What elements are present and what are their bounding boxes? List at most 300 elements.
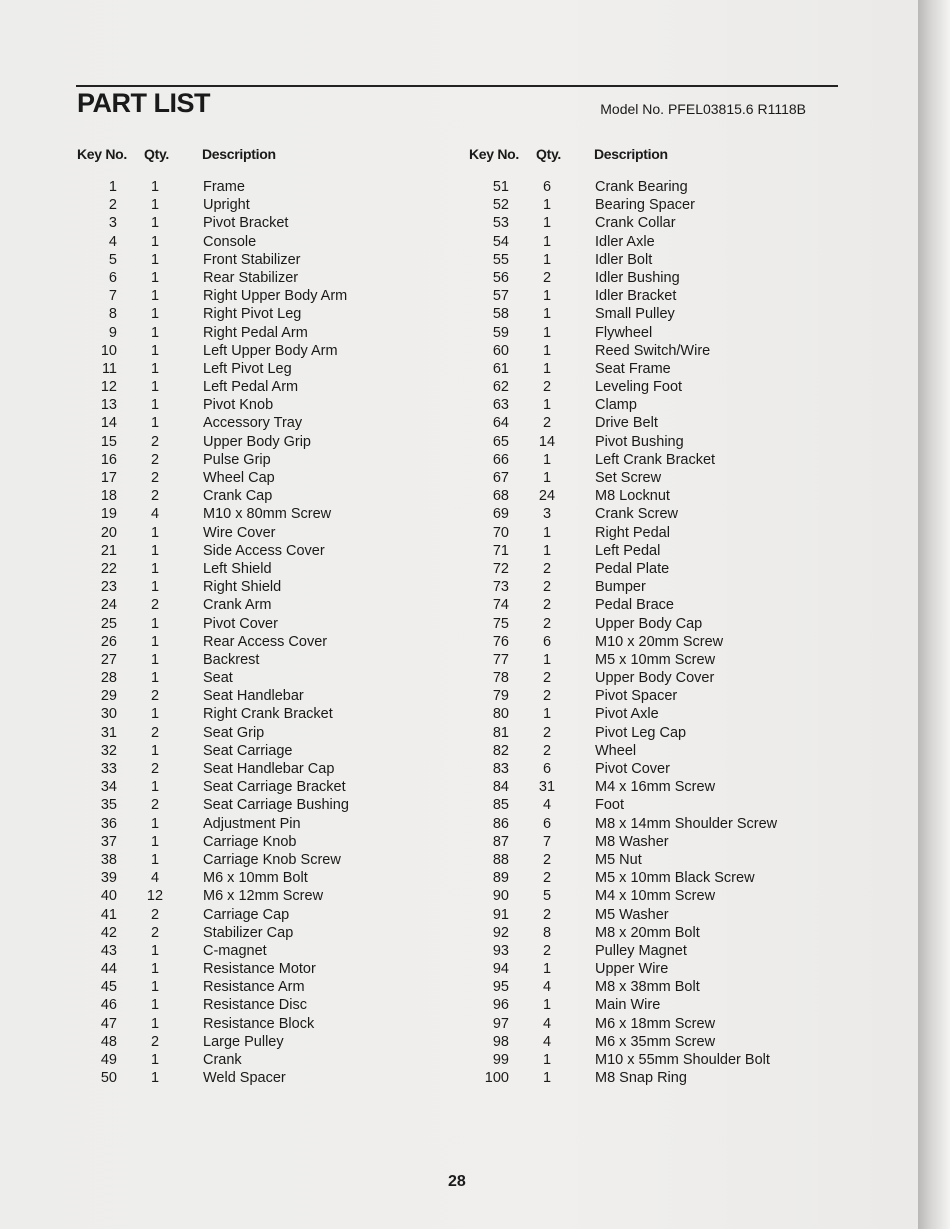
part-description: Upper Body Grip — [203, 433, 311, 450]
part-description: Seat Handlebar Cap — [203, 761, 335, 777]
part-key-number: 48 — [100, 1033, 117, 1050]
part-key-number: 12 — [100, 379, 117, 396]
part-quantity: 2 — [150, 924, 160, 941]
part-description: Foot — [595, 797, 625, 814]
part-quantity: 4 — [542, 1015, 552, 1032]
part-quantity: 4 — [150, 506, 160, 523]
part-key-number: 72 — [492, 560, 509, 577]
part-key-number: 13 — [100, 397, 117, 414]
title-rule — [76, 85, 838, 87]
part-key-number: 90 — [492, 888, 509, 905]
part-key-number: 51 — [492, 179, 509, 195]
qty-header: Qty. — [144, 146, 169, 162]
part-description: M8 Washer — [595, 833, 669, 850]
part-quantity: 1 — [150, 251, 160, 268]
part-description: C-magnet — [203, 942, 267, 959]
part-key-number: 32 — [100, 742, 117, 759]
part-key-number: 95 — [492, 979, 509, 996]
part-key-number: 5 — [108, 251, 117, 268]
part-description: Stabilizer Cap — [203, 924, 294, 941]
part-quantity: 2 — [150, 433, 160, 450]
part-description: Upper Body Cap — [595, 615, 703, 632]
part-key-number: 33 — [100, 761, 117, 777]
part-quantity: 14 — [538, 433, 556, 450]
part-quantity: 1 — [150, 215, 160, 232]
part-description: Front Stabilizer — [203, 251, 301, 268]
part-quantity: 1 — [150, 179, 160, 195]
part-key-number: 44 — [100, 961, 117, 978]
part-description: M4 x 16mm Screw — [595, 779, 716, 796]
part-description: Seat Grip — [203, 724, 265, 741]
part-description: Side Access Cover — [203, 542, 325, 559]
part-description: Pivot Cover — [595, 761, 670, 777]
part-quantity: 1 — [150, 706, 160, 723]
part-description: Right Crank Bracket — [203, 706, 333, 723]
part-quantity: 2 — [542, 560, 552, 577]
page-title: PART LIST — [77, 88, 210, 118]
part-key-number: 43 — [100, 942, 117, 959]
part-key-number: 66 — [492, 451, 509, 468]
part-description: Drive Belt — [595, 415, 658, 432]
part-quantity: 2 — [542, 742, 552, 759]
part-description: M8 x 38mm Bolt — [595, 979, 700, 996]
part-key-number: 92 — [492, 924, 509, 941]
part-description: Carriage Cap — [203, 906, 290, 923]
part-key-number: 97 — [492, 1015, 509, 1032]
part-key-number: 10 — [100, 342, 117, 359]
part-key-number: 67 — [492, 470, 509, 486]
part-quantity: 2 — [542, 415, 552, 432]
part-quantity: 2 — [150, 488, 160, 505]
part-description: Idler Bracket — [595, 288, 677, 305]
part-quantity: 2 — [542, 851, 552, 868]
part-quantity: 1 — [542, 451, 552, 468]
part-quantity: 1 — [542, 542, 552, 559]
part-description: Carriage Knob Screw — [203, 851, 341, 868]
part-quantity: 1 — [150, 579, 160, 596]
part-key-number: 36 — [100, 815, 117, 832]
part-quantity: 1 — [150, 342, 160, 359]
part-quantity: 2 — [542, 724, 552, 741]
part-quantity: 1 — [150, 324, 160, 341]
part-description: Rear Stabilizer — [203, 269, 299, 286]
part-description: Crank Bearing — [595, 179, 688, 195]
part-description: Seat Handlebar — [203, 688, 304, 705]
part-quantity: 4 — [542, 797, 552, 814]
part-description: Backrest — [203, 651, 260, 668]
part-quantity: 2 — [542, 269, 552, 286]
part-quantity: 1 — [150, 779, 160, 796]
part-key-number: 85 — [492, 797, 509, 814]
part-description: M6 x 35mm Screw — [595, 1033, 716, 1050]
part-key-number: 19 — [100, 506, 117, 523]
part-key-number: 83 — [492, 761, 509, 777]
part-description: Pivot Spacer — [595, 688, 678, 705]
part-description: Upright — [203, 197, 250, 214]
part-description: Right Pivot Leg — [203, 306, 302, 323]
part-description: Clamp — [595, 397, 637, 414]
part-description: Wire Cover — [203, 524, 276, 541]
part-key-number: 73 — [492, 579, 509, 596]
part-quantity: 1 — [542, 651, 552, 668]
part-quantity: 1 — [542, 997, 552, 1014]
part-quantity: 12 — [146, 888, 164, 905]
part-quantity: 1 — [542, 706, 552, 723]
part-key-number: 47 — [100, 1015, 117, 1032]
part-description: M5 x 10mm Black Screw — [595, 870, 755, 887]
part-quantity: 1 — [150, 1015, 160, 1032]
part-key-number: 87 — [492, 833, 509, 850]
part-key-number: 21 — [100, 542, 117, 559]
part-description: M10 x 55mm Shoulder Bolt — [595, 1052, 770, 1068]
part-description: Right Pedal — [595, 524, 670, 541]
part-key-number: 22 — [100, 560, 117, 577]
part-key-number: 24 — [100, 597, 117, 614]
part-description: Right Upper Body Arm — [203, 288, 348, 305]
part-description: Weld Spacer — [203, 1070, 286, 1087]
part-description: Flywheel — [595, 324, 653, 341]
qty-header: Qty. — [536, 146, 561, 162]
part-key-number: 71 — [492, 542, 509, 559]
part-key-number: 76 — [492, 633, 509, 650]
part-quantity: 2 — [150, 688, 160, 705]
part-key-number: 46 — [100, 997, 117, 1014]
part-key-number: 99 — [492, 1052, 509, 1068]
part-description: Pulley Magnet — [595, 942, 687, 959]
part-description: Resistance Block — [203, 1015, 315, 1032]
part-key-number: 6 — [108, 269, 117, 286]
part-quantity: 2 — [150, 906, 160, 923]
part-quantity: 2 — [542, 597, 552, 614]
part-description: Console — [203, 233, 257, 250]
part-description: M8 x 14mm Shoulder Screw — [595, 815, 778, 832]
part-description: Crank Screw — [595, 506, 678, 523]
part-description: Idler Bushing — [595, 269, 680, 286]
part-quantity: 2 — [542, 942, 552, 959]
part-key-number: 64 — [492, 415, 509, 432]
part-key-number: 34 — [100, 779, 117, 796]
part-quantity: 1 — [150, 633, 160, 650]
part-quantity: 2 — [150, 1033, 160, 1050]
part-description: M6 x 18mm Screw — [595, 1015, 716, 1032]
part-quantity: 24 — [538, 488, 556, 505]
part-quantity: 8 — [542, 924, 552, 941]
part-quantity: 1 — [542, 197, 552, 214]
part-quantity: 1 — [150, 815, 160, 832]
part-description: Pivot Cover — [203, 615, 278, 632]
part-description: Crank — [203, 1052, 242, 1068]
part-key-number: 8 — [108, 306, 117, 323]
part-key-number: 100 — [484, 1070, 509, 1087]
part-quantity: 1 — [150, 1070, 160, 1087]
part-quantity: 6 — [542, 761, 552, 777]
part-description: M8 Snap Ring — [595, 1070, 687, 1087]
description-header: Description — [594, 146, 668, 162]
part-description: M5 x 10mm Screw — [595, 651, 716, 668]
part-quantity: 31 — [538, 779, 556, 796]
part-key-number: 84 — [492, 779, 509, 796]
part-quantity: 1 — [542, 397, 552, 414]
part-key-number: 61 — [492, 360, 509, 377]
part-description: Carriage Knob — [203, 833, 297, 850]
part-quantity: 1 — [150, 997, 160, 1014]
part-description: Left Pedal — [595, 542, 661, 559]
part-key-number: 30 — [100, 706, 117, 723]
part-description: Left Crank Bracket — [595, 451, 716, 468]
part-key-number: 31 — [100, 724, 117, 741]
part-quantity: 2 — [150, 761, 160, 777]
part-quantity: 2 — [150, 451, 160, 468]
part-key-number: 1 — [108, 179, 117, 195]
description-header: Description — [202, 146, 276, 162]
part-quantity: 1 — [150, 961, 160, 978]
part-quantity: 1 — [150, 851, 160, 868]
part-key-number: 17 — [100, 470, 117, 486]
part-key-number: 62 — [492, 379, 509, 396]
part-key-number: 28 — [100, 670, 117, 687]
part-quantity: 2 — [542, 615, 552, 632]
part-quantity: 1 — [542, 360, 552, 377]
part-quantity: 1 — [150, 542, 160, 559]
part-description: Large Pulley — [203, 1033, 284, 1050]
part-description: M10 x 20mm Screw — [595, 633, 724, 650]
part-description: Main Wire — [595, 997, 661, 1014]
part-description: Seat — [203, 670, 233, 687]
part-quantity: 1 — [150, 1052, 160, 1068]
part-key-number: 41 — [100, 906, 117, 923]
part-description: Pivot Bushing — [595, 433, 684, 450]
part-description: Idler Bolt — [595, 251, 653, 268]
part-quantity: 1 — [542, 251, 552, 268]
part-key-number: 59 — [492, 324, 509, 341]
part-key-number: 57 — [492, 288, 509, 305]
part-quantity: 2 — [150, 797, 160, 814]
part-quantity: 1 — [150, 560, 160, 577]
part-quantity: 1 — [542, 288, 552, 305]
part-key-number: 68 — [492, 488, 509, 505]
part-key-number: 77 — [492, 651, 509, 668]
part-description: Bumper — [595, 579, 646, 596]
part-description: Crank Collar — [595, 215, 676, 232]
part-key-number: 65 — [492, 433, 509, 450]
part-description: Right Pedal Arm — [203, 324, 308, 341]
part-key-number: 74 — [492, 597, 509, 614]
part-key-number: 35 — [100, 797, 117, 814]
part-key-number: 70 — [492, 524, 509, 541]
part-quantity: 1 — [150, 306, 160, 323]
part-quantity: 1 — [542, 233, 552, 250]
part-description: Rear Access Cover — [203, 633, 328, 650]
part-description: Adjustment Pin — [203, 815, 301, 832]
part-key-number: 4 — [108, 233, 117, 250]
part-quantity: 1 — [150, 942, 160, 959]
part-key-number: 25 — [100, 615, 117, 632]
part-key-number: 3 — [108, 215, 117, 232]
part-quantity: 1 — [542, 324, 552, 341]
part-key-number: 7 — [108, 288, 117, 305]
part-description: M10 x 80mm Screw — [203, 506, 332, 523]
part-key-number: 56 — [492, 269, 509, 286]
part-quantity: 5 — [542, 888, 552, 905]
part-quantity: 2 — [542, 870, 552, 887]
part-key-number: 89 — [492, 870, 509, 887]
part-quantity: 1 — [150, 524, 160, 541]
part-description: Resistance Motor — [203, 961, 316, 978]
part-quantity: 1 — [150, 397, 160, 414]
part-key-number: 52 — [492, 197, 509, 214]
part-description: Seat Carriage Bushing — [203, 797, 349, 814]
part-description: Seat Frame — [595, 360, 671, 377]
part-quantity: 3 — [542, 506, 552, 523]
part-quantity: 1 — [150, 379, 160, 396]
part-description: Seat Carriage Bracket — [203, 779, 346, 796]
part-key-number: 94 — [492, 961, 509, 978]
part-quantity: 1 — [150, 651, 160, 668]
part-key-number: 86 — [492, 815, 509, 832]
part-quantity: 2 — [150, 597, 160, 614]
part-description: M6 x 12mm Screw — [203, 888, 324, 905]
part-key-number: 55 — [492, 251, 509, 268]
part-description: Crank Arm — [203, 597, 272, 614]
part-description: Upper Body Cover — [595, 670, 715, 687]
part-description: Pivot Knob — [203, 397, 274, 414]
part-key-number: 69 — [492, 506, 509, 523]
part-quantity: 1 — [542, 1052, 552, 1068]
part-description: Left Pivot Leg — [203, 360, 292, 377]
part-description: Pedal Brace — [595, 597, 674, 614]
part-description: Pivot Leg Cap — [595, 724, 687, 741]
part-key-number: 91 — [492, 906, 509, 923]
part-description: Left Upper Body Arm — [203, 342, 338, 359]
part-quantity: 2 — [150, 724, 160, 741]
key-no-header: Key No. — [469, 146, 520, 162]
part-key-number: 53 — [492, 215, 509, 232]
page-edge-shadow — [918, 0, 950, 1229]
part-quantity: 1 — [150, 360, 160, 377]
part-description: Pivot Axle — [595, 706, 659, 723]
part-description: Left Shield — [203, 560, 272, 577]
part-quantity: 1 — [150, 615, 160, 632]
part-quantity: 1 — [150, 670, 160, 687]
part-key-number: 16 — [100, 451, 117, 468]
part-key-number: 50 — [100, 1070, 117, 1087]
part-quantity: 7 — [542, 833, 552, 850]
part-quantity: 1 — [150, 742, 160, 759]
part-quantity: 2 — [150, 470, 160, 486]
part-key-number: 78 — [492, 670, 509, 687]
part-quantity: 6 — [542, 633, 552, 650]
part-quantity: 1 — [542, 342, 552, 359]
part-description: Upper Wire — [595, 961, 669, 978]
part-description: M4 x 10mm Screw — [595, 888, 716, 905]
part-key-number: 49 — [100, 1052, 117, 1068]
part-quantity: 1 — [542, 306, 552, 323]
part-description: Right Shield — [203, 579, 282, 596]
part-quantity: 2 — [542, 670, 552, 687]
part-quantity: 6 — [542, 815, 552, 832]
part-key-number: 42 — [100, 924, 117, 941]
part-key-number: 75 — [492, 615, 509, 632]
part-key-number: 27 — [100, 651, 117, 668]
part-quantity: 2 — [542, 906, 552, 923]
part-quantity: 4 — [542, 1033, 552, 1050]
part-key-number: 29 — [100, 688, 117, 705]
part-key-number: 26 — [100, 633, 117, 650]
part-description: M5 Washer — [595, 906, 669, 923]
part-quantity: 6 — [542, 179, 552, 195]
part-key-number: 81 — [492, 724, 509, 741]
part-description: Pivot Bracket — [203, 215, 289, 232]
part-key-number: 39 — [100, 870, 117, 887]
part-key-number: 60 — [492, 342, 509, 359]
part-key-number: 38 — [100, 851, 117, 868]
part-key-number: 14 — [100, 415, 117, 432]
part-description: Crank Cap — [203, 488, 273, 505]
part-quantity: 2 — [542, 379, 552, 396]
part-key-number: 20 — [100, 524, 117, 541]
part-description: Resistance Arm — [203, 979, 305, 996]
part-key-number: 40 — [100, 888, 117, 905]
part-quantity: 2 — [542, 688, 552, 705]
part-description: Seat Carriage — [203, 742, 293, 759]
part-key-number: 23 — [100, 579, 117, 596]
part-description: Idler Axle — [595, 233, 655, 250]
part-quantity: 2 — [542, 579, 552, 596]
part-key-number: 63 — [492, 397, 509, 414]
part-key-number: 96 — [492, 997, 509, 1014]
part-key-number: 58 — [492, 306, 509, 323]
part-description: Leveling Foot — [595, 379, 683, 396]
part-quantity: 1 — [150, 233, 160, 250]
part-description: Pedal Plate — [595, 560, 670, 577]
part-key-number: 54 — [492, 233, 509, 250]
part-key-number: 45 — [100, 979, 117, 996]
part-description: Frame — [203, 179, 245, 195]
part-key-number: 80 — [492, 706, 509, 723]
part-key-number: 93 — [492, 942, 509, 959]
part-quantity: 1 — [150, 197, 160, 214]
part-quantity: 1 — [542, 1070, 552, 1087]
part-quantity: 4 — [542, 979, 552, 996]
model-number: Model No. PFEL03815.6 R1118B — [600, 101, 806, 117]
part-key-number: 79 — [492, 688, 509, 705]
part-description: M8 Locknut — [595, 488, 670, 505]
part-quantity: 1 — [150, 979, 160, 996]
part-description: Reed Switch/Wire — [595, 342, 711, 359]
part-description: Wheel Cap — [203, 470, 275, 486]
part-key-number: 11 — [101, 360, 117, 377]
part-description: Resistance Disc — [203, 997, 307, 1014]
part-description: M5 Nut — [595, 851, 642, 868]
part-quantity: 1 — [150, 415, 160, 432]
part-quantity: 1 — [542, 961, 552, 978]
part-quantity: 1 — [150, 833, 160, 850]
part-quantity: 1 — [150, 269, 160, 286]
part-quantity: 1 — [542, 215, 552, 232]
part-description: Left Pedal Arm — [203, 379, 299, 396]
part-description: Bearing Spacer — [595, 197, 695, 214]
part-description: M6 x 10mm Bolt — [203, 870, 308, 887]
page-number: 28 — [448, 1173, 466, 1190]
part-key-number: 88 — [492, 851, 509, 868]
part-quantity: 1 — [542, 470, 552, 486]
part-description: Set Screw — [595, 470, 662, 486]
part-key-number: 37 — [100, 833, 117, 850]
part-key-number: 82 — [492, 742, 509, 759]
key-no-header: Key No. — [77, 146, 128, 162]
part-key-number: 15 — [100, 433, 117, 450]
part-quantity: 4 — [150, 870, 160, 887]
